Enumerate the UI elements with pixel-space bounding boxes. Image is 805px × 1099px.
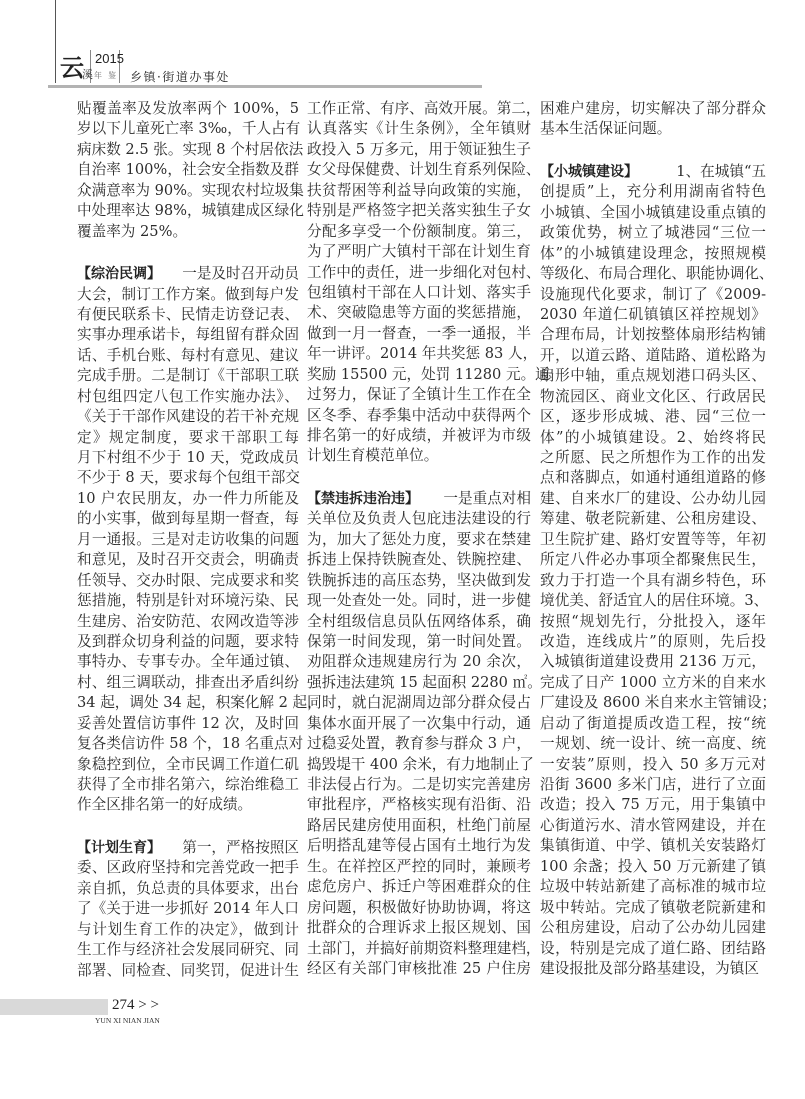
line-text: 非法侵占行为。二是切实完善建房 xyxy=(307,776,531,793)
text-line xyxy=(307,324,531,344)
line-text: 病床数 2.5 张。实现 8 个村居依法 xyxy=(77,140,304,158)
text-line xyxy=(307,693,531,713)
text-line xyxy=(307,242,531,262)
text-column-2 xyxy=(307,99,550,979)
text-line xyxy=(77,366,299,386)
text-line xyxy=(540,673,766,693)
line-text: 完成手册。二是制订《干部职工联 xyxy=(77,367,299,385)
line-text: 大会，制订工作方案。做到每户发 xyxy=(77,285,299,303)
line-text: 区，逐步形成城、港、园“三位一 xyxy=(540,408,766,426)
line-text: 一是重点对相 xyxy=(443,489,531,507)
text-line xyxy=(77,119,299,139)
text-line xyxy=(307,283,531,303)
text-line xyxy=(307,119,531,139)
line-text: 话、手机台账、每村有意见、建议 xyxy=(77,346,299,364)
text-line xyxy=(307,344,538,364)
text-line xyxy=(77,346,299,366)
line-text: 扇形中轴，重点规划港口码头区、 xyxy=(540,367,766,385)
line-text: 等级化、布局合理化、职能协调化、 xyxy=(540,265,774,283)
text-line xyxy=(540,857,766,877)
line-text: 《关于干部作风建设的若干补充规 xyxy=(77,408,299,426)
line-text: 定》规定制度，要求干部职工每 xyxy=(77,428,299,446)
line-text: 改造；投入 75 万元，用于集镇中 xyxy=(540,796,766,814)
text-line xyxy=(540,530,766,550)
text-line xyxy=(307,816,531,836)
line-text: 设施现代化要求，制订了《2009- xyxy=(540,285,766,303)
line-text: 包组镇村干部在人口计划、落实手 xyxy=(307,283,531,301)
text-line xyxy=(77,632,299,652)
text-line xyxy=(540,877,766,897)
text-line xyxy=(307,755,534,775)
text-line xyxy=(540,918,766,938)
line-text: 保第一时间发现，第一时间处置。 xyxy=(307,632,531,650)
line-text: 部署、同检查、同奖罚，促进计生 xyxy=(77,961,299,979)
text-line xyxy=(307,365,550,385)
text-line xyxy=(540,223,766,243)
text-line xyxy=(307,550,531,570)
line-text: 所定八件必办事项全都聚焦民生， xyxy=(540,551,766,569)
text-line xyxy=(540,244,766,264)
text-line xyxy=(540,203,766,223)
line-text: 点和落脚点，如通村通组道路的修 xyxy=(540,469,766,487)
text-line xyxy=(540,407,766,427)
paragraph-spacer xyxy=(540,140,766,162)
line-text: 全村组级信息员队伍网络体系，确 xyxy=(307,612,531,630)
line-text: 经区有关部门审核批准 25 户住房 xyxy=(307,959,531,977)
text-line xyxy=(540,182,766,202)
line-text: 改造，连线成片”的原则，先后投 xyxy=(540,632,766,650)
line-text: 一安装”原则，投入 50 多万元对 xyxy=(540,755,766,773)
line-text: 的小实事，做到每星期一督查，每 xyxy=(77,510,299,528)
line-text: 集镇街道、中学、镇机关安装路灯 xyxy=(540,837,766,855)
text-line xyxy=(540,162,766,182)
text-line xyxy=(540,550,766,570)
text-line xyxy=(77,448,299,468)
text-line xyxy=(77,181,304,201)
text-line xyxy=(77,428,299,448)
text-line xyxy=(77,612,299,632)
line-text: 不少于 8 天，要求每个包组干部交 xyxy=(77,469,300,487)
text-line xyxy=(307,591,531,611)
text-line xyxy=(77,509,299,529)
section-heading: 【综治民调】 xyxy=(77,266,161,283)
footer-subtitle: YUN XI NIAN JIAN xyxy=(95,1016,160,1025)
line-text: 1、在城镇“五 xyxy=(676,162,766,180)
line-text: 为，加大了惩处力度，要求在禁建 xyxy=(307,530,531,548)
text-line xyxy=(307,918,531,938)
line-text: 集体水面开展了一次集中行动，通 xyxy=(307,714,531,732)
line-text: 获得了全市排名第六，综治维稳工 xyxy=(77,776,299,793)
text-line xyxy=(77,838,299,858)
text-line xyxy=(307,99,541,119)
line-text: 关单位及负责人包庇违法建设的行 xyxy=(307,510,531,528)
text-column-1 xyxy=(77,99,322,981)
header-yearbook-label: 年鉴 xyxy=(94,71,122,80)
line-text: 惩措施，特别是针对环境污染、民 xyxy=(77,592,299,610)
line-text: 计划生育模范单位。 xyxy=(307,447,439,465)
text-line xyxy=(77,673,299,693)
text-line xyxy=(77,140,304,160)
line-text: 之所愿、民之所想作为工作的出发 xyxy=(540,449,766,466)
text-line xyxy=(77,530,299,550)
text-line xyxy=(540,99,766,119)
line-text: 村包组四定八包工作实施办法》、 xyxy=(77,387,299,405)
line-text: 卫生院扩建、路灯安置等等，年初 xyxy=(540,530,766,548)
text-line xyxy=(540,285,766,305)
text-line xyxy=(307,489,531,509)
line-text: 特别是严格签字把关落实独生子女 xyxy=(307,202,531,220)
text-line xyxy=(540,387,766,407)
text-line xyxy=(77,222,299,242)
page-number-tab xyxy=(0,999,108,1015)
line-text: 基本生活保证问题。 xyxy=(540,120,672,138)
yearbook-logo-yun: 云 xyxy=(60,54,84,82)
text-line xyxy=(307,795,531,815)
text-line xyxy=(77,591,299,611)
text-line xyxy=(307,385,531,405)
text-line xyxy=(307,652,531,672)
text-line xyxy=(540,652,766,672)
line-text: 完成了日产 1000 立方米的自来水 xyxy=(540,673,766,691)
text-line xyxy=(540,775,766,795)
text-line xyxy=(77,734,304,754)
text-line xyxy=(307,836,531,856)
text-line xyxy=(77,858,299,878)
yearbook-logo-xi: 溪 xyxy=(82,68,93,81)
line-text: 奖励 15500 元，处罚 11280 元。通 xyxy=(307,365,550,383)
section-heading: 【小城镇建设】 xyxy=(540,163,638,180)
text-line xyxy=(307,857,531,877)
text-line xyxy=(540,325,766,345)
header-left-rule xyxy=(55,0,56,83)
text-line xyxy=(77,550,299,570)
line-text: 土部门，并搞好前期资料整理建档， xyxy=(307,939,541,957)
line-text: 了《关于进一步抓好 2014 年人口 xyxy=(77,900,299,918)
line-text: 小城镇、全国小城镇建设重点镇的 xyxy=(540,203,766,221)
text-line xyxy=(307,632,531,652)
line-text: 排名第一的好成绩，并被评为市级 xyxy=(307,427,531,444)
text-line xyxy=(307,263,541,283)
line-text: 劝阻群众违规建房行为 20 余次， xyxy=(307,653,531,671)
line-text: 体”的小城镇建设理念，按照规模 xyxy=(540,244,766,262)
line-text: 一是及时召开动员 xyxy=(182,265,299,283)
text-line xyxy=(77,693,322,713)
paragraph-spacer xyxy=(77,816,299,838)
text-line xyxy=(540,305,766,325)
line-text: 路居民建房使用面积，杜绝门前屋 xyxy=(307,816,531,834)
line-text: 致力于打造一个具有湖乡特色，环 xyxy=(540,571,766,589)
text-line xyxy=(540,755,766,775)
text-line xyxy=(77,961,299,981)
text-line xyxy=(307,775,531,795)
line-text: 年一讲评。2014 年共奖惩 83 人， xyxy=(307,345,538,363)
text-line xyxy=(540,591,769,611)
line-text: 政策优势，树立了城港园“三位一 xyxy=(540,224,766,242)
line-text: 垃圾中转站新建了高标准的城市垃 xyxy=(540,878,766,896)
text-line xyxy=(77,201,304,221)
line-text: 委、区政府坚持和完善党政一把手 xyxy=(77,859,299,877)
line-text: 开，以道云路、道陆路、道松路为 xyxy=(540,346,766,364)
section-heading: 【禁违拆违治违】 xyxy=(307,490,419,507)
text-line xyxy=(307,222,531,242)
line-text: 捣毁堤干 400 余米，有力地制止了 xyxy=(307,755,534,773)
text-line xyxy=(77,795,299,815)
line-text: 批群众的合理诉求上报区规划、国 xyxy=(307,919,531,937)
text-line xyxy=(77,755,299,775)
line-text: 贴覆盖率及发放率两个 100%，5 xyxy=(77,100,299,117)
text-line xyxy=(77,920,299,940)
text-line xyxy=(307,734,531,754)
line-text: 生建房、治安防范、农网改造等涉 xyxy=(77,612,299,630)
line-text: 生。在祥控区严控的同时，兼顾考 xyxy=(307,857,531,875)
line-text: 工作中的责任，进一步细化对包村、 xyxy=(307,263,541,281)
line-text: 分配多享受一个份额制度。第三， xyxy=(307,222,531,240)
line-text: 和意见，及时召开交责会，明确责 xyxy=(77,551,299,569)
text-line xyxy=(307,426,531,446)
header-rule xyxy=(48,85,482,88)
header-year: 2015 xyxy=(95,51,124,66)
line-text: 建设报批及部分路基建设，为镇区 xyxy=(540,959,759,977)
paragraph-spacer xyxy=(307,467,531,489)
line-text: 入城镇街道建设费用 2136 万元， xyxy=(540,653,766,671)
line-text: 沿街 3600 多米门店，进行了立面 xyxy=(540,776,766,793)
line-text: 筹建、敬老院新建、公租房建设、 xyxy=(540,510,766,528)
line-text: 铁腕拆违的高压态势，坚决做到发 xyxy=(307,571,531,589)
line-text: 自治率 100%，社会安全指数及群 xyxy=(77,161,299,179)
paragraph-spacer xyxy=(77,242,299,264)
text-column-3 xyxy=(540,99,777,979)
text-line xyxy=(540,346,766,366)
text-line xyxy=(307,877,531,897)
line-text: 为了严明广大镇村干部在计划生育 xyxy=(307,243,531,261)
text-line xyxy=(540,264,774,284)
text-line xyxy=(540,571,766,591)
line-text: 2030 年道仁矶镇镇区祥控规划》 xyxy=(540,305,766,323)
line-text: 实事办理承诺卡，每组留有群众固 xyxy=(77,326,299,344)
text-line xyxy=(307,446,531,466)
text-line xyxy=(540,734,766,754)
text-line xyxy=(77,899,299,919)
text-line xyxy=(77,160,299,180)
line-text: 境优美、舒适宜人的居住环境。3、 xyxy=(540,592,769,610)
text-line xyxy=(540,795,766,815)
line-text: 10 户农民朋友，办一件力所能及 xyxy=(77,489,299,507)
line-text: 任领导、交办时限、完成要求和奖 xyxy=(77,571,299,589)
text-line xyxy=(540,898,766,918)
text-line xyxy=(540,612,766,632)
text-line xyxy=(307,201,531,221)
line-text: 按照“规划先行，分批投入，逐年 xyxy=(540,612,766,630)
text-line xyxy=(77,940,299,960)
line-text: 事特办、专事专办。全年通过镇、 xyxy=(77,653,299,671)
line-text: 月下村组不少于 10 天，党政成员 xyxy=(77,449,299,466)
line-text: 厂建设及 8600 米自来水主管铺设； xyxy=(540,694,777,712)
line-text: 中处理率达 98%，城镇建成区绿化 xyxy=(77,202,304,220)
line-text: 扶贫帮困等利益导向政策的实施， xyxy=(307,181,531,199)
text-line xyxy=(540,959,766,979)
text-line xyxy=(307,530,531,550)
text-line xyxy=(77,489,299,509)
line-text: 现一处查处一处。同时，进一步健 xyxy=(307,592,531,610)
line-text: 有便民联系卡、民情走访登记表、 xyxy=(77,305,299,323)
line-text: 做到一月一督查，一季一通报，半 xyxy=(307,324,531,342)
text-line xyxy=(540,693,777,713)
text-line xyxy=(540,939,766,959)
line-text: 体”的小城镇建设。2、始终将民 xyxy=(540,428,766,446)
line-text: 众满意率为 90%。实现农村垃圾集 xyxy=(77,181,304,199)
text-line xyxy=(77,325,299,345)
line-text: 34 起，调处 34 起，积案化解 2 起， xyxy=(77,694,322,712)
text-line xyxy=(307,181,531,201)
line-text: 拆违上保持铁腕查处、铁腕控建、 xyxy=(307,551,531,569)
line-text: 认真落实《计生条例》，全年镇财 xyxy=(307,120,531,138)
line-text: 圾中转站。完成了镇敬老院新建和 xyxy=(540,898,766,916)
line-text: 象稳控到位，全市民调工作道仁矶 xyxy=(77,755,299,773)
line-text: 100 余盏；投入 50 万元新建了镇 xyxy=(540,857,766,875)
line-text: 后明搭乱建等侵占国有土地行为发 xyxy=(307,837,531,855)
text-line xyxy=(307,406,531,426)
section-title: 乡镇·街道办事处 xyxy=(130,70,230,84)
text-line xyxy=(540,816,766,836)
text-line xyxy=(77,285,299,305)
text-line xyxy=(540,448,766,468)
line-text: 月一通报。三是对走访收集的问题 xyxy=(77,530,299,548)
line-text: 强拆违法建筑 15 起面积 2280 ㎡。 xyxy=(307,673,542,691)
line-text: 物流园区、商业文化区、行政居民 xyxy=(540,387,766,405)
line-text: 复各类信访件 58 个，18 名重点对 xyxy=(77,735,304,753)
text-line xyxy=(307,939,541,959)
line-text: 工作正常、有序、高效开展。第二， xyxy=(307,100,541,117)
text-line xyxy=(540,509,766,529)
section-heading: 【计划生育】 xyxy=(77,839,161,856)
line-text: 心街道污水、清水管网建设，并在 xyxy=(540,816,766,834)
line-text: 审批程序，严格核实现有沿街、沿 xyxy=(307,796,531,814)
text-line xyxy=(77,571,299,591)
text-line xyxy=(540,632,766,652)
line-text: 村、组三调联动，排查出矛盾纠纷 xyxy=(77,673,299,691)
line-text: 一规划、统一设计、统一高度、统 xyxy=(540,735,766,753)
text-line xyxy=(77,652,299,672)
line-text: 同时，就白泥湖周边部分群众侵占 xyxy=(307,694,531,712)
text-line xyxy=(540,489,766,509)
text-line xyxy=(307,898,531,918)
line-text: 虑危房户、拆迁户等困难群众的住 xyxy=(307,878,531,896)
text-line xyxy=(540,428,766,448)
line-text: 区冬季、春季集中活动中获得两个 xyxy=(307,406,531,424)
text-line xyxy=(307,303,531,323)
text-line xyxy=(307,959,531,979)
text-line xyxy=(540,468,766,488)
line-text: 房问题，积极做好协助协调，将这 xyxy=(307,898,531,916)
line-text: 过稳妥处置，教育参与群众 3 户， xyxy=(307,735,531,753)
text-line xyxy=(307,509,531,529)
line-text: 合理布局，计划按整体扇形结构铺 xyxy=(540,326,766,344)
text-line xyxy=(77,305,299,325)
text-line xyxy=(77,407,299,427)
text-line xyxy=(77,387,299,407)
line-text: 政投入 5 万多元，用于领证独生子 xyxy=(307,140,531,158)
text-line xyxy=(540,836,766,856)
line-text: 生工作与经济社会发展同研究、同 xyxy=(77,941,299,959)
text-line xyxy=(540,119,766,139)
text-line xyxy=(77,879,299,899)
line-text: 设，特别是完成了道仁路、团结路 xyxy=(540,939,766,957)
text-line xyxy=(77,99,299,119)
text-line xyxy=(307,714,531,734)
line-text: 亲自抓，负总责的具体要求，出台 xyxy=(77,879,299,897)
text-line xyxy=(307,673,542,693)
line-text: 覆盖率为 25%。 xyxy=(77,222,188,240)
page-number: 274 > > xyxy=(112,997,159,1013)
text-line xyxy=(77,264,299,284)
line-text: 妥善处置信访事件 12 次，及时回 xyxy=(77,714,299,732)
line-text: 困难户建房，切实解决了部分群众 xyxy=(540,100,766,117)
text-line xyxy=(77,714,299,734)
text-line xyxy=(307,612,531,632)
line-text: 及到群众切身利益的问题，要求特 xyxy=(77,632,299,650)
line-text: 启动了街道提质改造工程，按“统 xyxy=(540,714,766,732)
line-text: 岁以下儿童死亡率 3‰，千人占有 xyxy=(77,120,301,138)
text-line xyxy=(77,468,299,488)
line-text: 与计划生育工作的决定》，做到计 xyxy=(77,920,299,938)
line-text: 第一，严格按照区 xyxy=(182,838,299,856)
line-text: 建、自来水厂的建设、公办幼儿园 xyxy=(540,489,766,507)
text-line xyxy=(307,140,531,160)
line-text: 女父母保健费、计划生育系列保险、 xyxy=(307,161,541,179)
line-text: 创提质”上，充分利用湖南省特色 xyxy=(540,183,766,201)
line-text: 过努力，保证了全镇计生工作在全 xyxy=(307,386,531,404)
text-line xyxy=(77,775,299,795)
line-text: 作全区排名第一的好成绩。 xyxy=(77,796,253,814)
text-line xyxy=(540,366,766,386)
line-text: 公租房建设，启动了公办幼儿园建 xyxy=(540,919,766,937)
text-line xyxy=(307,571,531,591)
line-text: 术、突破隐患等方面的奖惩措施， xyxy=(307,304,531,322)
text-line xyxy=(540,714,766,734)
text-line xyxy=(307,160,541,180)
